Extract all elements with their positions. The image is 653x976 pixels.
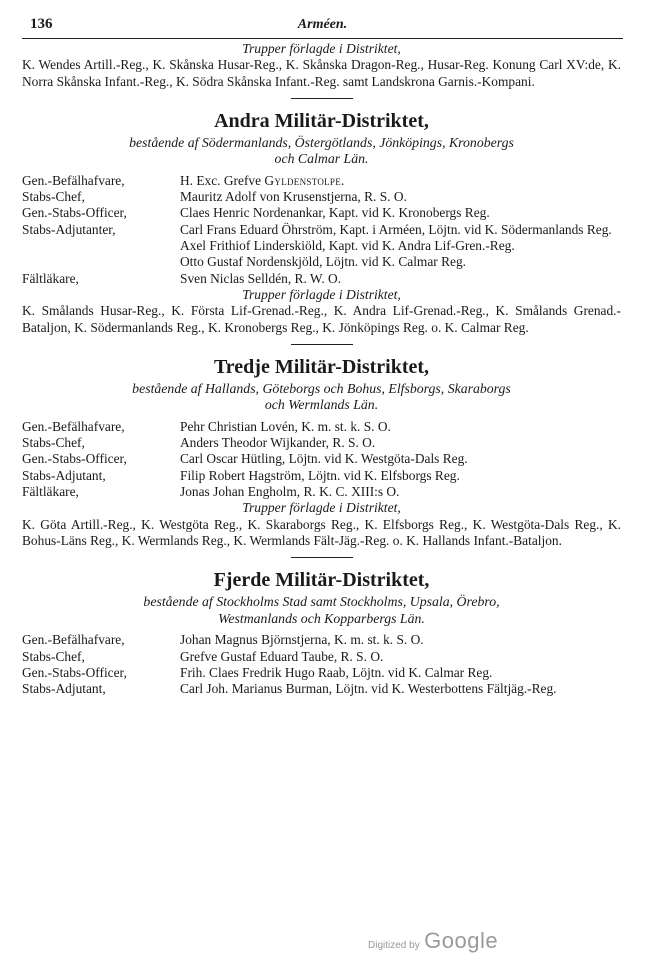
- district-description: [22, 135, 621, 168]
- officer-name: Carl Joh. Marianus Burman, Löjtn. vid K. Westerbottens Fältjäg.-Reg.: [180, 681, 557, 697]
- roster-row: [22, 419, 621, 435]
- troops-heading: Trupper förlagde i Distriktet,: [242, 500, 401, 516]
- officer-name: Johan Magnus Björnstjerna, K. m. st. k. S. O.: [180, 632, 424, 648]
- running-title: Arméen.: [297, 17, 348, 32]
- troops-list: K. Smålands Husar-Reg., K. Första Lif-Grenad.-Reg., K. Andra Lif-Grenad.-Reg., K. Smålands Grenad.-Bataljon, K. Södermanlands Reg., K. Kronobergs Reg., K. Jönköpings Reg. o. K. Calmar Reg.: [22, 303, 621, 335]
- roster-row: [22, 632, 621, 648]
- troops-list: K. Wendes Artill.-Reg., K. Skånska Husar-Reg., K. Skånska Dragon-Reg., Husar-Reg. Konung Carl XV:de, K. Norra Skånska Infant.-Reg., K. Södra Skånska Infant.-Reg. samt Landskrona Garnis.-Kompani.: [22, 57, 621, 89]
- page-header: [22, 16, 623, 38]
- officer-roster: [22, 632, 621, 697]
- officer-name: Claes Henric Nordenankar, Kapt. vid K. Kronobergs Reg.: [180, 205, 490, 221]
- page-content: [22, 41, 621, 697]
- digitized-watermark: [368, 928, 498, 954]
- roster-row: [22, 435, 621, 451]
- role-label: Stabs-Adjutanter,: [22, 221, 116, 237]
- roster-row: [22, 451, 621, 467]
- description-line: och Wermlands Län.: [264, 397, 379, 413]
- section-separator: [291, 98, 353, 99]
- description-line: och Calmar Län.: [274, 151, 369, 167]
- officer-name: H. Exc. Grefve Gyldenstolpe.: [180, 172, 345, 188]
- role-label: [22, 254, 180, 270]
- roster-row: [22, 681, 621, 697]
- role-label: Gen.-Befälhafvare,: [22, 632, 125, 648]
- officer-roster: [22, 173, 621, 287]
- role-label: Stabs-Adjutant,: [22, 467, 106, 483]
- roster-row: [22, 468, 621, 484]
- roster-row: [22, 173, 621, 189]
- roster-row: [22, 665, 621, 681]
- officer-name: Jonas Johan Engholm, R. K. C. XIII:s O.: [180, 484, 400, 500]
- officer-name: Pehr Christian Lovén, K. m. st. k. S. O.: [180, 418, 391, 434]
- officer-name: Carl Oscar Hütling, Löjtn. vid K. Westgöta-Dals Reg.: [180, 451, 468, 467]
- roster-row: [22, 205, 621, 221]
- role-label: Stabs-Chef,: [22, 648, 85, 664]
- role-label: Stabs-Adjutant,: [22, 681, 106, 697]
- officer-roster: [22, 419, 621, 500]
- role-label: Gen.-Stabs-Officer,: [22, 205, 127, 221]
- page-number: 136: [30, 16, 53, 32]
- officer-name: Grefve Gustaf Eduard Taube, R. S. O.: [180, 648, 384, 664]
- role-label: Stabs-Chef,: [22, 189, 85, 205]
- officer-name: Frih. Claes Fredrik Hugo Raab, Löjtn. vid K. Calmar Reg.: [180, 664, 493, 680]
- officer-name: Mauritz Adolf von Krusenstjerna, R. S. O.: [180, 189, 407, 205]
- troops-heading: Trupper förlagde i Distriktet,: [242, 41, 401, 56]
- digitized-label: Digitized by: [368, 940, 420, 951]
- district-heading: Tredje Militär-Distriktet,: [213, 355, 430, 378]
- district-heading: Andra Militär-Distriktet,: [214, 109, 429, 132]
- header-rule: [22, 38, 623, 39]
- role-label: Gen.-Stabs-Officer,: [22, 664, 127, 680]
- roster-row: [22, 649, 621, 665]
- district-description: [22, 381, 621, 414]
- role-label: Gen.-Stabs-Officer,: [22, 451, 127, 467]
- officer-name: Carl Frans Eduard Öhrström, Kapt. i Arméen, Löjtn. vid K. Södermanlands Reg.: [180, 221, 612, 237]
- officer-name: Anders Theodor Wijkander, R. S. O.: [180, 435, 376, 451]
- roster-row: [22, 222, 621, 238]
- roster-row: [22, 238, 621, 254]
- section-separator: [291, 557, 353, 558]
- role-label: Fältläkare,: [22, 270, 79, 286]
- officer-name: Axel Frithiof Linderskiöld, Kapt. vid K. Andra Lif-Gren.-Reg.: [180, 238, 515, 254]
- officer-name: Otto Gustaf Nordenskjöld, Löjtn. vid K. Calmar Reg.: [180, 254, 467, 270]
- role-label: Gen.-Befälhafvare,: [22, 172, 125, 188]
- description-line: Westmanlands och Kopparbergs Län.: [218, 610, 425, 626]
- google-logo: Google: [424, 928, 499, 953]
- district-description: [22, 594, 621, 627]
- troops-heading: Trupper förlagde i Distriktet,: [242, 286, 401, 302]
- description-line: bestående af Hallands, Göteborgs och Bohus, Elfsborgs, Skaraborgs: [132, 380, 511, 396]
- troops-list: K. Göta Artill.-Reg., K. Westgöta Reg., K. Skaraborgs Reg., K. Elfsborgs Reg., K. Westgöta-Dals Reg., K. Bohus-Läns Reg., K. Wermlands Reg., K. Wermlands Fält-Jäg.-Reg. o. K. Hallands Infant.-Bataljon.: [22, 516, 621, 548]
- officer-name: Filip Robert Hagström, Löjtn. vid K. Elfsborgs Reg.: [180, 467, 460, 483]
- roster-row: [22, 254, 621, 270]
- section-separator: [291, 344, 353, 345]
- role-label: [22, 238, 180, 254]
- roster-row: [22, 189, 621, 205]
- roster-row: [22, 484, 621, 500]
- role-label: Fältläkare,: [22, 484, 79, 500]
- role-label: Gen.-Befälhafvare,: [22, 418, 125, 434]
- role-label: Stabs-Chef,: [22, 435, 85, 451]
- roster-row: [22, 271, 621, 287]
- district-heading: Fjerde Militär-Distriktet,: [213, 569, 430, 592]
- description-line: bestående af Stockholms Stad samt Stockholms, Upsala, Örebro,: [143, 594, 500, 610]
- description-line: bestående af Södermanlands, Östergötlands, Jönköpings, Kronobergs: [129, 134, 514, 150]
- officer-name: Sven Niclas Selldén, R. W. O.: [180, 270, 342, 286]
